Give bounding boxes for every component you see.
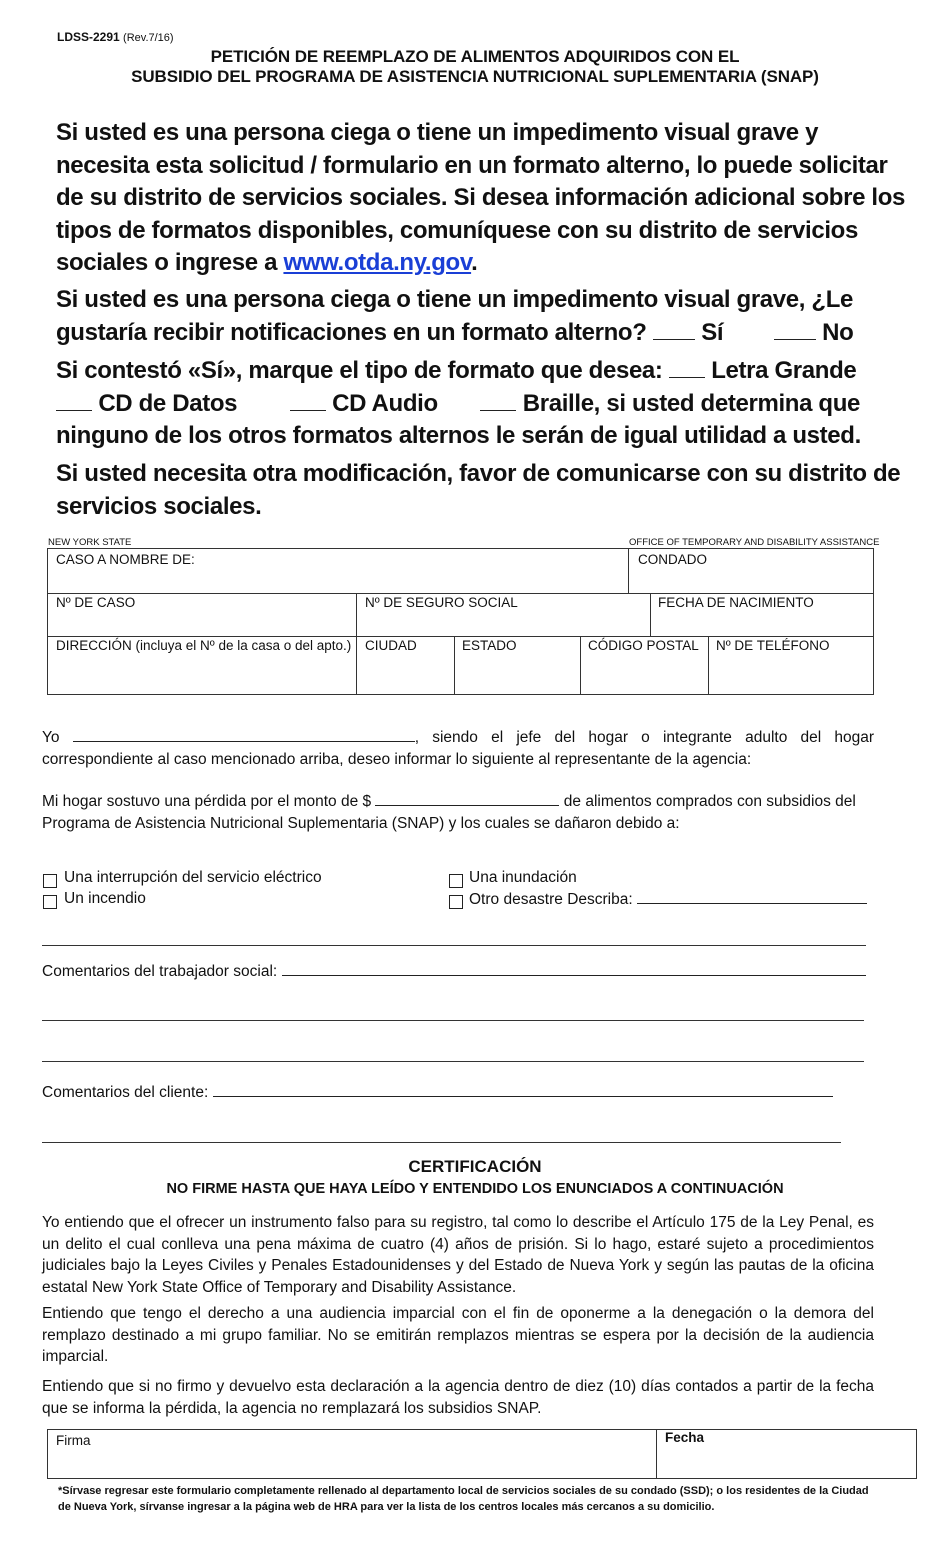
grid-divider bbox=[580, 636, 581, 695]
case-number-field[interactable]: Nº DE CASO bbox=[56, 595, 136, 610]
alt-format-question bbox=[56, 284, 906, 349]
fire-label: Un incendio bbox=[64, 890, 146, 907]
flood-label: Una inundación bbox=[469, 869, 577, 886]
yes-blank[interactable] bbox=[653, 326, 695, 340]
cd-audio-blank[interactable] bbox=[290, 397, 326, 411]
flood-checkbox[interactable] bbox=[449, 874, 463, 888]
yes-label: Sí bbox=[701, 318, 724, 346]
power-outage-checkbox[interactable] bbox=[43, 874, 57, 888]
household-statement bbox=[42, 727, 874, 770]
braille-blank[interactable] bbox=[480, 397, 516, 411]
other-accommodation bbox=[56, 458, 906, 523]
client-comments-line[interactable] bbox=[42, 1142, 841, 1143]
accessibility-notice bbox=[56, 117, 906, 280]
loss-rest: de alimentos comprados con subsidios del Programa de Asistencia Nutricional Suplementaria (SNAP) y los cuales se dañaron debido a: bbox=[42, 793, 856, 832]
no-label: No bbox=[822, 318, 854, 346]
case-info-grid bbox=[47, 548, 874, 695]
no-blank[interactable] bbox=[774, 326, 816, 340]
grid-divider bbox=[47, 636, 874, 637]
client-comments-blank[interactable] bbox=[213, 1083, 833, 1097]
other-accommodation-text: Si usted necesita otra modificación, favor de comunicarse con su distrito de servicios sociales. bbox=[56, 460, 901, 520]
notice-period: . bbox=[471, 249, 478, 276]
worker-comments-line[interactable] bbox=[42, 1020, 864, 1021]
alt-format-question-text: Si usted es una persona ciega o tiene un impedimento visual grave, ¿Le gustaría recibir notificaciones en un formato alterno? bbox=[56, 286, 854, 346]
other-disaster-checkbox[interactable] bbox=[449, 895, 463, 909]
power-outage-label: Una interrupción del servicio eléctrico bbox=[64, 869, 322, 886]
cd-data-label: CD de Datos bbox=[98, 389, 238, 417]
describe-line[interactable] bbox=[42, 945, 866, 946]
birth-date-field[interactable]: FECHA DE NACIMIENTO bbox=[658, 595, 814, 610]
format-choice-lead: Si contestó «Sí», marque el tipo de formato que desea: bbox=[56, 357, 663, 384]
client-comments-label: Comentarios del cliente: bbox=[42, 1084, 209, 1101]
certification-paragraph-3: Entiendo que si no firmo y devuelvo esta declaración a la agencia dentro de diez (10) días contados a partir de la fecha que se informa la pérdida, la agencia no remplazará los subsidios SNAP. bbox=[42, 1378, 874, 1417]
name-blank[interactable] bbox=[73, 728, 415, 742]
cd-audio-label: CD Audio bbox=[332, 389, 438, 417]
certification-subtitle: NO FIRME HASTA QUE HAYA LEÍDO Y ENTENDIDO LOS ENUNCIADOS A CONTINUACIÓN bbox=[166, 1181, 784, 1197]
agency-state: NEW YORK STATE bbox=[48, 537, 132, 548]
other-disaster-label bbox=[469, 890, 867, 909]
client-comments bbox=[42, 1083, 833, 1102]
state-field[interactable]: ESTADO bbox=[462, 638, 517, 653]
worker-comments-line[interactable] bbox=[42, 1061, 864, 1062]
fire-checkbox[interactable] bbox=[43, 895, 57, 909]
signature-field[interactable]: Firma bbox=[56, 1433, 91, 1448]
loss-lead: Mi hogar sostuvo una pérdida por el monto de $ bbox=[42, 793, 372, 810]
grid-divider bbox=[708, 636, 709, 695]
yo-label: Yo bbox=[42, 729, 60, 746]
zip-field[interactable]: CÓDIGO POSTAL bbox=[588, 638, 699, 653]
large-print-blank[interactable] bbox=[669, 364, 705, 378]
footer-note: *Sírvase regresar este formulario completamente rellenado al departamento local de servicios sociales de su condado (SSD); o los residentes de la Ciudad de Nueva York, sírvanse ingresar a la página web de HRA para ver la lista de los centros locales más cercanos a su domicilio. bbox=[58, 1485, 869, 1513]
describe-blank[interactable] bbox=[637, 890, 867, 904]
household-statement-text: , siendo el jefe del hogar o integrante adulto del hogar correspondiente al caso mencionado arriba, deseo informar lo siguiente al representante de la agencia: bbox=[42, 729, 875, 768]
format-choice bbox=[56, 355, 906, 453]
worker-comments-label: Comentarios del trabajador social: bbox=[42, 963, 278, 980]
phone-field[interactable]: Nº DE TELÉFONO bbox=[716, 638, 830, 653]
loss-amount-blank[interactable] bbox=[375, 792, 559, 806]
signature-box bbox=[47, 1429, 917, 1479]
form-revision: (Rev.7/16) bbox=[123, 32, 174, 44]
agency-office: OFFICE OF TEMPORARY AND DISABILITY ASSISTANCE bbox=[629, 537, 880, 548]
cd-data-blank[interactable] bbox=[56, 397, 92, 411]
county-field[interactable]: CONDADO bbox=[638, 552, 708, 567]
grid-divider bbox=[628, 548, 629, 593]
certification-title: CERTIFICACIÓN bbox=[408, 1157, 542, 1176]
address-field[interactable]: DIRECCIÓN (incluya el Nº de la casa o del apto.) bbox=[56, 638, 352, 653]
date-field[interactable]: Fecha bbox=[665, 1430, 705, 1445]
certification-paragraph-1: Yo entiendo que el ofrecer un instrumento falso para su registro, tal como lo describe el Artículo 175 de la Ley Penal, es un delito el cual conlleva una pena máxima de cuatro (4) años de prisión. Si lo hago, estaré sujeto a procedimientos judiciales bajo la Leyes Civiles y Penales Estadounidenses y del Estado de Nueva York y según las pautas de la oficina estatal New York State Office of Temporary and Disability Assistance. bbox=[42, 1214, 874, 1296]
city-field[interactable]: CIUDAD bbox=[365, 638, 417, 653]
grid-divider bbox=[650, 593, 651, 636]
braille-label: Braille, si usted determina que ninguno de los otros formatos alternos le serán de igual utilidad a usted. bbox=[56, 389, 861, 449]
page-title bbox=[60, 47, 890, 87]
signature-divider bbox=[656, 1429, 657, 1479]
form-number bbox=[57, 30, 174, 44]
form-number-code: LDSS-2291 bbox=[57, 30, 120, 44]
loss-statement bbox=[42, 791, 874, 834]
ssn-field[interactable]: Nº DE SEGURO SOCIAL bbox=[365, 595, 518, 610]
other-disaster-text: Otro desastre Describa: bbox=[469, 891, 633, 908]
title-line-1: PETICIÓN DE REEMPLAZO DE ALIMENTOS ADQUIRIDOS CON EL bbox=[210, 47, 740, 66]
grid-divider bbox=[454, 636, 455, 695]
worker-comments-blank[interactable] bbox=[282, 962, 866, 976]
notice-text: Si usted es una persona ciega o tiene un impedimento visual grave y necesita esta solicitud / formulario en un formato alterno, lo puede solicitar de su distrito de servicios sociales. Si desea información adicional sobre los tipos de formatos disponibles, comuníquese con su distrito de servicios sociales o ingrese a bbox=[56, 119, 906, 276]
title-line-2: SUBSIDIO DEL PROGRAMA DE ASISTENCIA NUTRICIONAL SUPLEMENTARIA (SNAP) bbox=[131, 67, 819, 86]
large-print-label: Letra Grande bbox=[711, 357, 857, 384]
case-name-field[interactable]: CASO A NOMBRE DE: bbox=[56, 552, 195, 567]
worker-comments bbox=[42, 962, 866, 981]
certification-paragraph-2: Entiendo que tengo el derecho a una audiencia imparcial con el fin de oponerme a la denegación o la demora del remplazo destinado a mi grupo familiar. No se emitirán remplazos mientras se espera por la decisión de la audiencia imparcial. bbox=[42, 1305, 874, 1365]
grid-divider bbox=[47, 593, 874, 594]
otda-link[interactable]: www.otda.ny.gov bbox=[283, 249, 472, 276]
grid-divider bbox=[356, 593, 357, 695]
